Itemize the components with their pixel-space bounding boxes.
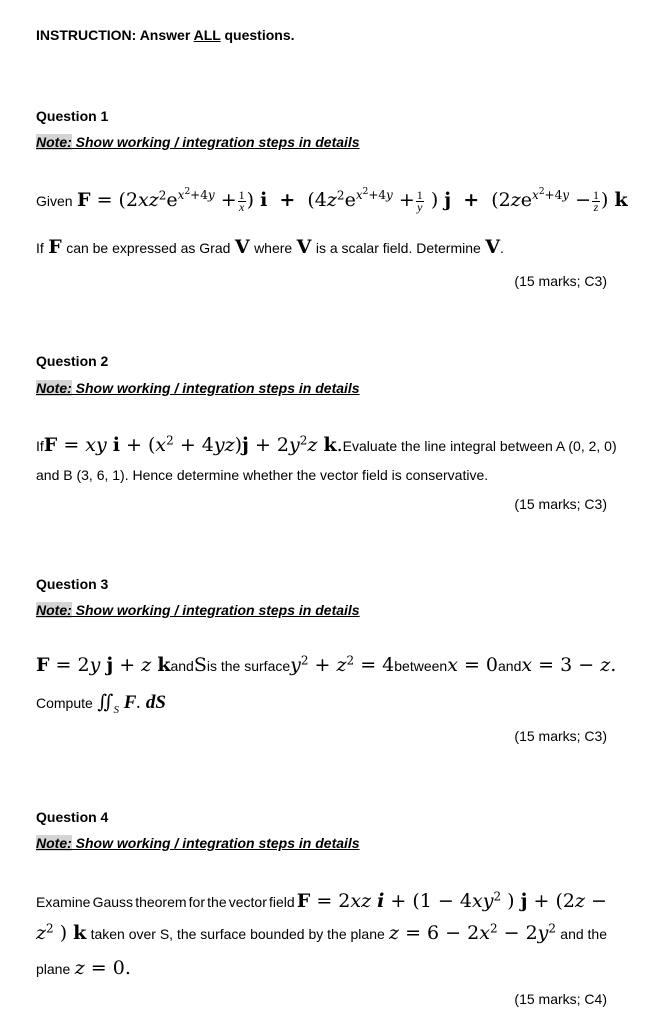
question-4-line-2: $z^2$ ) k taken over S, the surface bounded by the plane $z = 6 - 2x^2 - 2y^2$ and the <box>36 921 607 944</box>
question-4-line-3: plane z = 0. <box>36 957 131 979</box>
q2-equation: F = xy $i + (x^2 + 4yz)j + 2y^2z$ k. <box>43 433 343 456</box>
question-1-title: Question 1 <box>36 108 109 124</box>
question-2-title: Question 2 <box>36 353 109 369</box>
question-1-statement: If F can be expressed as Grad V where V is a scalar field. Determine V. <box>36 236 504 258</box>
question-4-title: Question 4 <box>36 809 109 825</box>
question-1-note: Note: Show working / integration steps in details <box>36 134 360 150</box>
q3-surface: $y^2 + z^2 = 4$ <box>290 653 395 676</box>
q4-equation-part-1: F = 2xz $i + (1 - 4xy^2$ ) j + (2z − <box>296 889 607 912</box>
question-3-line-1: F = 2y j + z k and S is the surface $y^2 + z^2 = 4$ between x = 0 and x = 3 − z. <box>36 653 617 676</box>
q4-plane-equation: $z = 6 - 2x^2 - 2y^2$ <box>389 921 557 944</box>
question-4-line-1: Examine Gauss theorem for the vector field F = 2xz $i + (1 - 4xy^2$ ) j + (2z − <box>36 889 607 912</box>
question-2-line-2: and B (3, 6, 1). Hence determine whether the vector field is conservative. <box>36 467 489 483</box>
instruction-emphasis: ALL <box>193 27 221 43</box>
question-2-line-1: If F = xy $i + (x^2 + 4yz)j + 2y^2z$ k. Evaluate the line integral between A (0, 2, 0) <box>36 433 617 456</box>
question-1-formula: Given $F = (2xz^2e^{x^2+4y}$ + $\frac{1}{x}$ ) $i + (4z^2e^{x^2+4y}$ + $\frac{1}{y}$ ) $j + (2ze^{x^2+4y}$ − $\frac{1}{z}$ ) k <box>36 187 628 214</box>
q3-field: F = 2y j + z k <box>36 654 171 676</box>
instruction: INSTRUCTION: Answer ALL questions. <box>36 27 295 43</box>
question-1-marks: (15 marks; C3) <box>514 273 607 289</box>
q3-surface-integral: $∬_S$ F. dS <box>97 692 166 716</box>
question-2-note: Note: Show working / integration steps in details <box>36 380 360 396</box>
question-3-marks: (15 marks; C3) <box>514 728 607 744</box>
question-2-marks: (15 marks; C3) <box>514 496 607 512</box>
q4-equation-part-2: $z^2$ ) k <box>36 921 87 944</box>
question-3-line-2: Compute $∬_S$ F. dS <box>36 692 166 716</box>
question-3-note: Note: Show working / integration steps in details <box>36 602 360 618</box>
question-4-note: Note: Show working / integration steps in details <box>36 835 360 851</box>
q1-equation: $F = (2xz^2e^{x^2+4y}$ + $\frac{1}{x}$ ) $i + (4z^2e^{x^2+4y}$ + $\frac{1}{y}$ ) $j + (2ze^{x^2+4y}$ − $\frac{1}{z}$ ) k <box>77 187 628 214</box>
question-4-marks: (15 marks; C4) <box>514 991 607 1007</box>
question-3-title: Question 3 <box>36 576 109 592</box>
